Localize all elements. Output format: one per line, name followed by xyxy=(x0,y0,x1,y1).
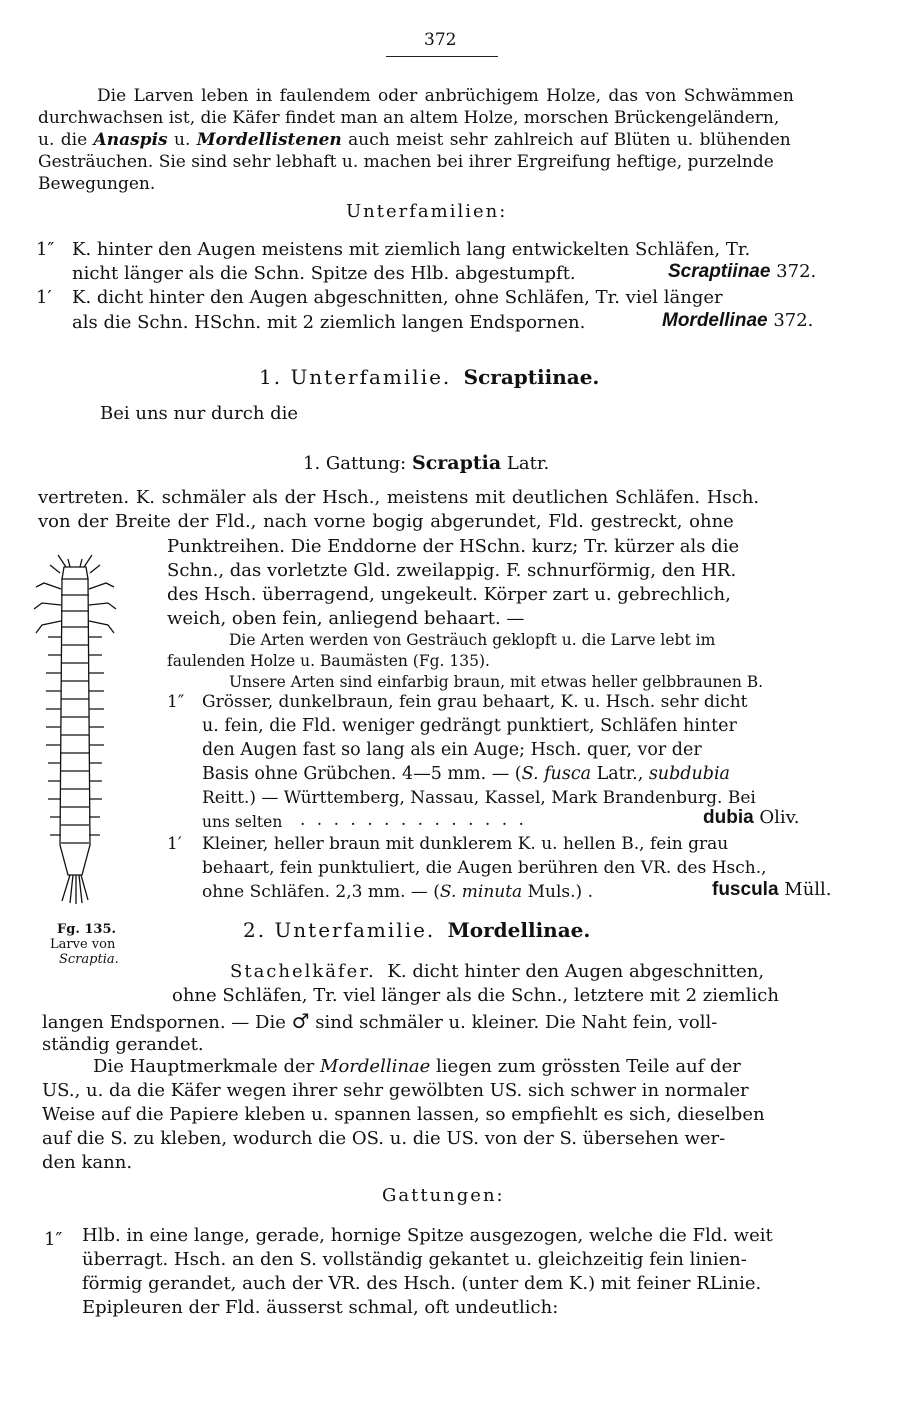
key-line-1: K. hinter den Augen meistens mit ziemlich lang entwickelten Schläfen, Tr. xyxy=(72,239,751,260)
species-mark-1-prime: 1′ xyxy=(167,834,182,854)
genus-1-name: Scraptia xyxy=(411,452,502,474)
scraptia-desc-4: Schn., das vorletzte Gld. zweilappig. F. schnurförmig, den HR. xyxy=(167,560,737,581)
species-1-line-3: den Augen fast so lang als ein Auge; Hsch. quer, vor der xyxy=(202,740,702,760)
species-mark-1: 1″ xyxy=(167,692,185,712)
figure-label: Fg. 135. xyxy=(57,922,117,937)
key-line-3: K. dicht hinter den Augen abgeschnitten, ohne Schläfen, Tr. viel länger xyxy=(72,287,723,308)
species-fuscula: fuscula xyxy=(712,879,779,900)
figure-caption-2: Scraptia. xyxy=(59,952,119,967)
text: sind schmäler u. kleiner. Die Naht fein, voll- xyxy=(315,1012,718,1033)
intro-line-4: Gesträuchen. Sie sind sehr lebhaft u. machen bei ihrer Ergreifung heftige, purzelnde xyxy=(38,152,774,172)
text: Muls.) . xyxy=(522,882,593,902)
text: liegen zum grössten Teile auf der xyxy=(430,1056,741,1077)
species-1-dots: . . . . . . . . . . . . . . xyxy=(300,810,527,830)
key-line-4-result xyxy=(662,310,813,332)
taxon-subdubia: subdubia xyxy=(648,764,730,784)
taxon-s-minuta: S. minuta xyxy=(439,882,523,902)
taxon-s-fusca: S. fusca xyxy=(521,764,592,784)
taxon-mordellinae-inline: Mordellinae xyxy=(320,1056,431,1077)
species-2-line-1: Kleiner, heller braun mit dunklerem K. u. hellen B., fein grau xyxy=(202,834,729,854)
gkey-line-2: überragt. Hsch. an den S. vollständig gekantet u. gleichzeitig fein linien- xyxy=(82,1249,747,1270)
text: Die Hauptmerkmale der xyxy=(93,1056,321,1077)
text: Latr., xyxy=(591,764,649,784)
key-mark-1-prime: 1′ xyxy=(36,287,52,308)
stachelkaefer: Stachelkäfer. xyxy=(230,961,376,982)
intro-text: u. xyxy=(167,130,197,150)
text: K. dicht hinter den Augen abgeschnitten, xyxy=(387,961,765,982)
taxon-mordellinae: Mordellinae xyxy=(662,310,768,331)
species-dubia: dubia xyxy=(703,807,754,828)
species-2-result xyxy=(712,879,832,901)
scraptia-desc-1: vertreten. K. schmäler als der Hsch., meistens mit deutlichen Schläfen. Hsch. xyxy=(38,487,760,508)
gkey-line-1: Hlb. in eine lange, gerade, hornige Spitze ausgezogen, welche die Fld. weit xyxy=(82,1225,773,1246)
gkey-line-4: Epipleuren der Fld. äusserst schmal, oft undeutlich: xyxy=(82,1297,559,1318)
text: langen Endspornen. — Die xyxy=(42,1012,286,1033)
key-mark-1: 1″ xyxy=(36,239,55,260)
hauptmerkmale-5: den kann. xyxy=(42,1152,133,1173)
gkey-line-3: förmig gerandet, auch der VR. des Hsch. (unter dem K.) mit feiner RLinie. xyxy=(82,1273,762,1294)
genus-1-author: Latr. xyxy=(506,453,550,474)
author: Oliv. xyxy=(759,807,800,828)
mordellinae-desc-1 xyxy=(230,962,764,982)
figure-caption-1: Larve von xyxy=(50,937,116,952)
intro-text: u. die xyxy=(38,130,94,150)
key-line-2-result xyxy=(668,261,816,283)
species-1-result xyxy=(703,807,799,829)
author: Müll. xyxy=(784,879,832,900)
hauptmerkmale-1 xyxy=(93,1057,741,1077)
page-ref: 372. xyxy=(773,310,814,331)
subfamily-2-heading xyxy=(243,918,590,942)
subfamily-1-heading xyxy=(259,365,599,389)
scraptia-desc-2: von der Breite der Fld., nach vorne bogig abgerundet, Fld. gestreckt, ohne xyxy=(38,511,734,532)
subfamily-2-name: Mordellinae. xyxy=(447,918,591,942)
scraptia-desc-3: Punktreihen. Die Enddorne der HSchn. kurz; Tr. kürzer als die xyxy=(167,536,740,557)
genus-1-heading xyxy=(303,452,549,475)
species-2-line-2: behaart, fein punktuliert, die Augen berühren den VR. des Hsch., xyxy=(202,858,767,878)
hauptmerkmale-4: auf die S. zu kleben, wodurch die OS. u. die US. von der S. übersehen wer- xyxy=(42,1128,726,1149)
unterfamilien-heading: Unterfamilien: xyxy=(346,201,508,222)
page-number: 372 xyxy=(424,30,457,50)
text: ohne Schläfen. 2,3 mm. — ( xyxy=(202,882,440,902)
bei-uns-line: Bei uns nur durch die xyxy=(100,403,299,424)
page-ref: 372. xyxy=(776,261,817,282)
species-2-line-3 xyxy=(202,882,593,902)
subfamily-1-name: Scraptiinae. xyxy=(463,365,600,389)
scraptia-note-3: Unsere Arten sind einfarbig braun, mit etwas heller gelbbraunen B. xyxy=(229,673,764,691)
gattungen-heading: Gattungen: xyxy=(382,1185,505,1206)
intro-line-5: Bewegungen. xyxy=(38,174,156,194)
mordellinae-desc-3 xyxy=(42,1011,717,1033)
species-1-line-5: Reitt.) — Württemberg, Nassau, Kassel, Mark Brandenburg. Bei xyxy=(202,788,756,808)
intro-line-2: durchwachsen ist, die Käfer findet man an altem Holze, morschen Brückengeländern, xyxy=(38,108,780,128)
taxon-scraptiinae: Scraptiinae xyxy=(668,261,771,282)
hauptmerkmale-3: Weise auf die Papiere kleben u. spannen lassen, so empfiehlt es sich, dieselben xyxy=(42,1104,765,1125)
page-number-rule xyxy=(386,56,498,57)
taxon-anaspis: Anaspis xyxy=(93,130,168,150)
scraptia-larva-figure xyxy=(30,545,120,905)
key-line-4: als die Schn. HSchn. mit 2 ziemlich langen Endspornen. xyxy=(72,312,586,333)
key-line-2: nicht länger als die Schn. Spitze des Hlb. abgestumpft. xyxy=(72,263,576,284)
subfamily-2-prefix: 2. Unterfamilie. xyxy=(243,918,436,942)
taxon-mordellistenen: Mordellistenen xyxy=(196,130,342,150)
scraptia-note-2: faulenden Holze u. Baumästen (Fg. 135). xyxy=(167,652,490,670)
male-symbol: ♂ xyxy=(291,1009,310,1033)
subfamily-1-prefix: 1. Unterfamilie. xyxy=(259,365,452,389)
mordellinae-desc-4: ständig gerandet. xyxy=(42,1034,204,1055)
genus-1-prefix: 1. Gattung: xyxy=(303,453,407,474)
species-1-line-1: Grösser, dunkelbraun, fein grau behaart, K. u. Hsch. sehr dicht xyxy=(202,692,748,712)
species-1-line-4 xyxy=(202,764,730,784)
scraptia-note-1: Die Arten werden von Gesträuch geklopft u. die Larve lebt im xyxy=(229,631,716,649)
text: Basis ohne Grübchen. 4—5 mm. — ( xyxy=(202,764,522,784)
scraptia-desc-6: weich, oben fein, anliegend behaart. — xyxy=(167,608,525,629)
species-1-line-6: uns selten xyxy=(202,813,283,831)
gkey-mark: 1″ xyxy=(44,1229,63,1250)
intro-line-3 xyxy=(38,130,791,150)
intro-line-1: Die Larven leben in faulendem oder anbrüchigem Holze, das von Schwämmen xyxy=(97,86,794,106)
hauptmerkmale-2: US., u. da die Käfer wegen ihrer sehr gewölbten US. sich schwer in normaler xyxy=(42,1080,749,1101)
scraptia-desc-5: des Hsch. überragend, ungekeult. Körper zart u. gebrechlich, xyxy=(167,584,731,605)
mordellinae-desc-2: ohne Schläfen, Tr. viel länger als die Schn., letztere mit 2 ziemlich xyxy=(172,985,779,1006)
intro-text: auch meist sehr zahlreich auf Blüten u. blühenden xyxy=(341,130,791,150)
species-1-line-2: u. fein, die Fld. weniger gedrängt punktiert, Schläfen hinter xyxy=(202,716,737,736)
